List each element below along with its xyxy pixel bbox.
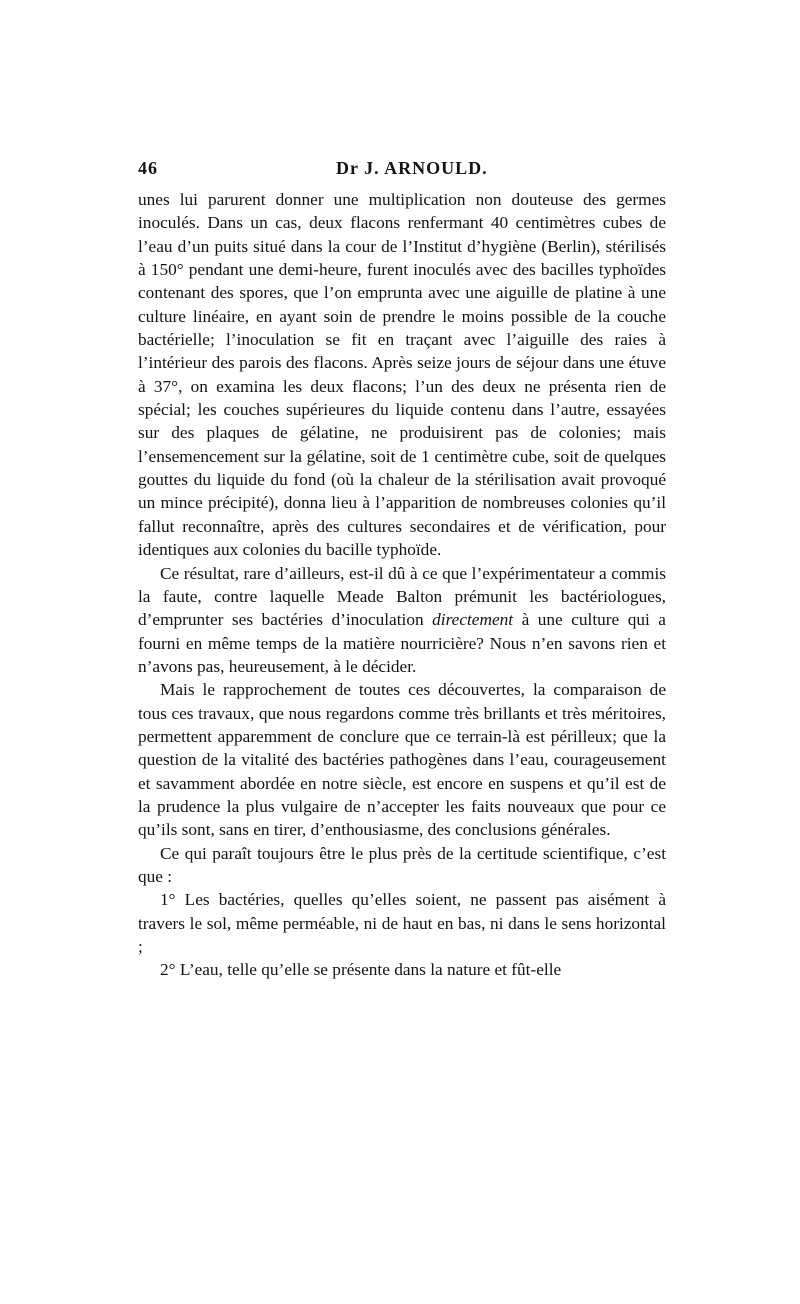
paragraph-text: Ce résultat, rare d’ailleurs, est-il dû à ce que l’expérimentateur a commis la faute, contre laquelle Meade Balton prémunit les bactériologues, d’emprunter ses bactéries d’inoculation [138,563,666,630]
body-text [138,188,666,982]
running-head: Dr J. ARNOULD. [336,158,488,178]
list-item-1: 1° Les bactéries, quelles qu’elles soient, ne passent pas aisément à travers le sol, même perméable, ni de haut en bas, ni dans le sens horizontal ; [138,890,666,956]
paragraph-conclusion: Mais le rapprochement de toutes ces découvertes, la comparaison de tous ces travaux, que nous regardons comme très brillants et très méritoires, permettent apparemment de conclure que ce terrain-là est périlleux; que la question de la vitalité des bactéries pathogènes dans l’eau, courageusement et savamment abordée en notre siècle, est encore en suspens et qu’il est de la prudence la plus vulgaire de n’accepter les faits nouveaux que pour ce qu’ils sont, sans en tirer, d’enthousiasme, des conclusions générales. [138,680,666,840]
list-item-2: 2° L’eau, telle qu’elle se présente dans la nature et fût-elle [160,960,562,980]
paragraph-experiment-question [138,562,666,679]
paragraph-continuation: unes lui parurent donner une multiplication non douteuse des germes inoculés. Dans un cas, deux flacons renfermant 40 centimètres cubes de l’eau d’un puits situé dans la cour de l’Institut d’hygiène (Berlin), stérilisés à 150° pendant une demi-heure, furent inoculés avec des bacilles typhoïdes contenant des spores, que l’on emprunta avec une aiguille de platine à une culture linéaire, en ayant soin de prendre le moins possible de la couche bactérielle; l’inoculation se fit en traçant avec l’aiguille des raies à l’intérieur des parois des flacons. Après seize jours de séjour dans une étuve à 37°, on examina les deux flacons; l’un des deux ne présenta rien de spécial; les couches supérieures du liquide contenu dans l’autre, essayées sur des plaques de gélatine, ne produisirent pas de colonies; mais l’ensemencement sur la gélatine, soit de 1 centimètre cube, soit de quelques gouttes du liquide du fond (où la chaleur de la stérilisation avait provoqué un mince précipité), donna lieu à l’apparition de nombreuses colonies qu’il fallut reconnaître, après des cultures secondaires et de vérification, pour identiques aux colonies du bacille typhoïde. [138,190,666,560]
paragraph-certitude: Ce qui paraît toujours être le plus près de la certitude scientifique, c’est que : [138,843,666,886]
book-page [138,158,666,982]
page-number: 46 [138,158,158,178]
page-header [138,158,666,182]
emphasis-text: directement [432,610,514,630]
paragraph-text: à une culture qui a fourni en même temps de la matière nourricière? Nous n’en savons rien et n’avons pas, heureusement, à le décider. [138,610,666,676]
